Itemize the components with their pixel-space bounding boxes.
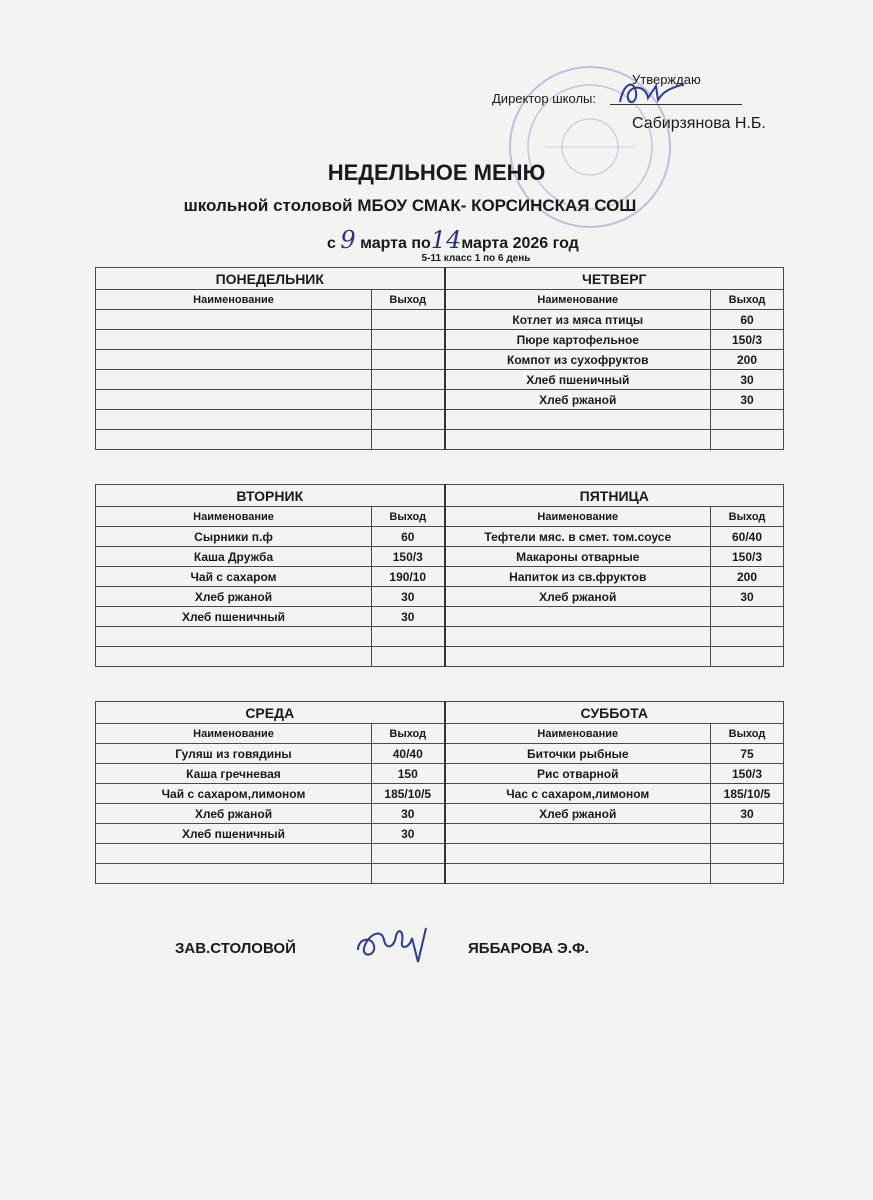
dish-portion [711,647,784,667]
table-row [96,764,784,784]
dish-name: Котлет из мяса птицы [445,310,711,330]
column-header-portion: Выход [372,290,445,310]
dish-name [96,410,372,430]
dish-name [96,390,372,410]
column-header-name: Наименование [96,290,372,310]
dish-portion [372,370,445,390]
dish-portion: 185/10/5 [372,784,445,804]
dish-portion [711,864,784,884]
page-subtitle: школьной столовой МБОУ СМАК- КОРСИНСКАЯ СОШ [183,196,637,215]
dish-name: Сырники п.ф [96,527,372,547]
dish-name [96,430,372,450]
column-header-name: Наименование [445,724,711,744]
table-row [96,330,784,350]
dish-portion [711,824,784,844]
column-header-portion: Выход [372,507,445,527]
dish-portion: 30 [711,370,784,390]
dish-portion [372,844,445,864]
dish-portion: 150/3 [711,547,784,567]
column-header-name: Наименование [445,290,711,310]
dish-portion [372,627,445,647]
dish-name [96,330,372,350]
director-name: Сабирзянова Н.Б. [632,115,766,132]
dish-name [96,844,372,864]
dish-portion: 150 [372,764,445,784]
date-from-day: 9 [340,226,356,254]
table-row [96,350,784,370]
dish-portion: 30 [711,390,784,410]
dish-portion [711,844,784,864]
dish-name [445,864,711,884]
dish-name [445,607,711,627]
dish-name [445,824,711,844]
column-header-portion: Выход [711,290,784,310]
dish-name: Компот из сухофруктов [445,350,711,370]
dish-name: Пюре картофельное [445,330,711,350]
day-label: СРЕДА [96,702,445,724]
footer-position: ЗАВ.СТОЛОВОЙ [175,940,296,957]
dish-name [445,430,711,450]
day-label: ПЯТНИЦА [445,485,784,507]
dish-portion [372,410,445,430]
dish-name: Хлеб пшеничный [96,607,372,627]
table-row [96,647,784,667]
dish-name: Хлеб ржаной [445,804,711,824]
dish-portion [372,390,445,410]
dish-portion: 200 [711,350,784,370]
day-label: ЧЕТВЕРГ [445,268,784,290]
dish-name [445,844,711,864]
dish-portion [372,430,445,450]
dish-portion [372,647,445,667]
date-to-month: марта 2026 год [461,235,579,252]
dish-name [96,627,372,647]
column-header-name: Наименование [96,724,372,744]
column-header-portion: Выход [711,724,784,744]
column-header-portion: Выход [711,507,784,527]
dish-name: Час с сахаром,лимоном [445,784,711,804]
dish-name: Каша Дружба [96,547,372,567]
dish-portion: 200 [711,567,784,587]
menu-table-mon-thu [95,267,784,450]
column-header-name: Наименование [96,507,372,527]
dish-portion: 150/3 [711,764,784,784]
chef-signature [352,918,434,968]
dish-portion: 30 [372,804,445,824]
table-row [96,627,784,647]
dish-portion [711,627,784,647]
date-to-day: 14 [430,226,462,254]
day-label: ВТОРНИК [96,485,445,507]
dish-name: Макароны отварные [445,547,711,567]
grade-note: 5-11 класс 1 по 6 день [421,253,531,264]
table-row [96,430,784,450]
dish-portion: 30 [711,587,784,607]
dish-name [96,350,372,370]
dish-name: Биточки рыбные [445,744,711,764]
day-label: СУББОТА [445,702,784,724]
table-row [96,744,784,764]
dish-name: Чай с сахаром,лимоном [96,784,372,804]
dish-portion: 60/40 [711,527,784,547]
table-row [96,310,784,330]
table-row [96,864,784,884]
date-from-month: марта по [360,235,431,252]
table-row [96,390,784,410]
dish-name [445,647,711,667]
menu-table-tue-fri [95,484,784,667]
table-row [96,784,784,804]
dish-portion: 75 [711,744,784,764]
table-row [96,370,784,390]
dish-name: Хлеб пшеничный [445,370,711,390]
page-title: НЕДЕЛЬНОЕ МЕНЮ [327,160,546,185]
column-header-name: Наименование [445,507,711,527]
table-row [96,547,784,567]
dish-portion [711,410,784,430]
dish-name [445,410,711,430]
dish-portion: 185/10/5 [711,784,784,804]
dish-name [96,370,372,390]
footer-name: ЯББАРОВА Э.Ф. [468,940,589,957]
dish-name [445,627,711,647]
dish-name: Каша гречневая [96,764,372,784]
approve-label: Утверждаю [632,72,701,87]
dish-portion: 40/40 [372,744,445,764]
dish-name: Хлеб ржаной [96,804,372,824]
dish-portion [372,350,445,370]
dish-portion [372,864,445,884]
dish-portion: 30 [711,804,784,824]
table-row [96,607,784,627]
table-row [96,567,784,587]
dish-portion: 30 [372,587,445,607]
director-signature [612,72,692,112]
dish-portion [372,330,445,350]
dish-name: Рис отварной [445,764,711,784]
table-row [96,804,784,824]
dish-name: Напиток из св.фруктов [445,567,711,587]
dish-name: Тефтели мяс. в смет. том.соусе [445,527,711,547]
menu-table-wed-sat [95,701,784,884]
table-row [96,527,784,547]
dish-name [96,647,372,667]
dish-portion [372,310,445,330]
dish-name: Чай с сахаром [96,567,372,587]
dish-portion: 190/10 [372,567,445,587]
table-row [96,410,784,430]
dish-name [96,310,372,330]
table-row [96,844,784,864]
table-row [96,824,784,844]
dish-portion: 60 [711,310,784,330]
dish-portion: 30 [372,824,445,844]
dish-name [96,864,372,884]
dish-portion [711,607,784,627]
dish-name: Хлеб пшеничный [96,824,372,844]
dish-portion: 150/3 [711,330,784,350]
dish-portion [711,430,784,450]
day-label: ПОНЕДЕЛЬНИК [96,268,445,290]
dish-name: Хлеб ржаной [445,587,711,607]
dish-name: Хлеб ржаной [445,390,711,410]
dish-name: Гуляш из говядины [96,744,372,764]
date-range [327,226,579,254]
dish-portion: 150/3 [372,547,445,567]
date-prefix: с [327,235,336,252]
director-label: Директор школы: [492,91,596,106]
column-header-portion: Выход [372,724,445,744]
dish-portion: 30 [372,607,445,627]
table-row [96,587,784,607]
dish-portion: 60 [372,527,445,547]
dish-name: Хлеб ржаной [96,587,372,607]
